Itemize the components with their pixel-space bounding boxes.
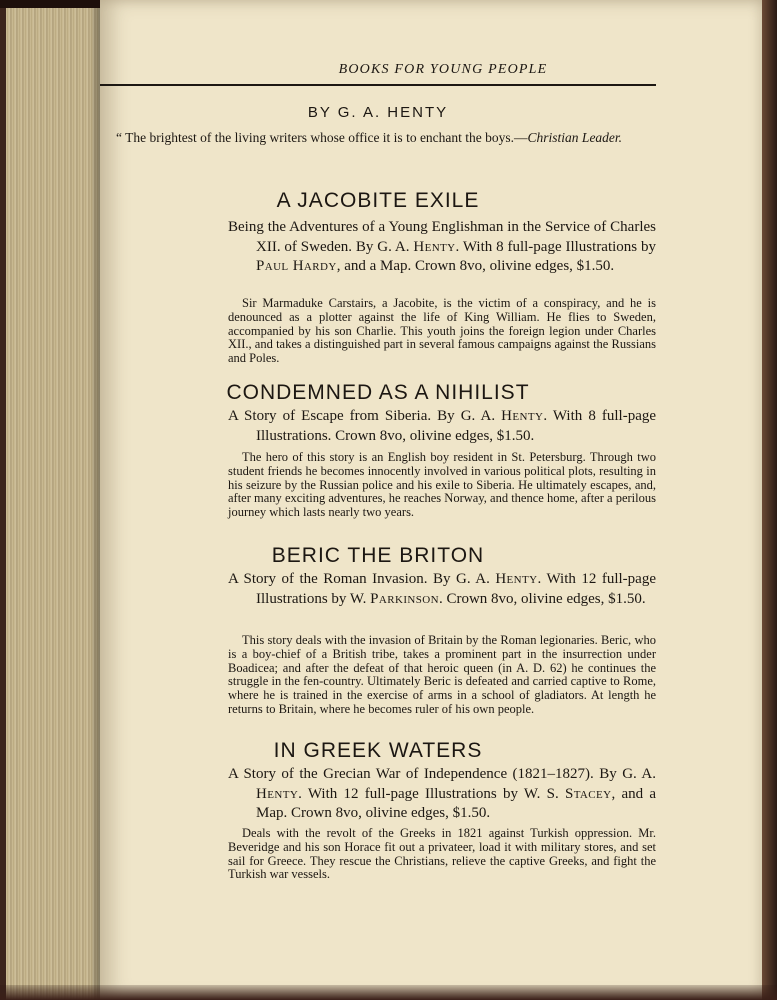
illustrator-name: Paul Hardy [256,258,337,274]
book-title: IN GREEK WATERS [273,739,483,762]
book-title: BERIC THE BRITON [271,544,485,567]
desc-text: . With 12 full-page Illustrations by W. [256,571,656,607]
desc-text: Being the Adventures of a Young Englishman in the Service of Charles XII. of Sweden. By G. A. [228,219,656,255]
desc-text: , and a Map. Crown 8vo, olivine edges, $1.50. [256,785,656,821]
desc-text: A Story of the Grecian War of Independence (1821–1827). By G. A. [228,766,656,782]
desc-text: . With 12 full-page Illustrations by W. S. [298,785,565,802]
header-rule [100,84,656,86]
book-blurb: Deals with the revolt of the Greeks in 1821 against Turkish oppression. Mr. Beveridge and his son Horace fit out a privateer, load it with military stores, and set sail for Greece. They rescue the Christians, relieve the captive Greeks, and fight the Turkish war vessels. [228,826,656,882]
book-description [228,218,656,277]
bottom-edge [0,985,777,1000]
epigraph-text: “ The brightest of the living writers whose office it is to enchant the boys.— [116,130,528,145]
author-name: Henty [413,238,456,255]
book-blurb: The hero of this story is an English boy resident in St. Petersburg. Through two student friends he becomes innocently involved in various political plots, resulting in his seizure by the Russian police and his exile to Siberia. He ultimately escapes, and, after many exciting adventures, he reaches Norway, and thence home, after a perilous journey which lasts nearly two years. [228,450,656,520]
book-description [228,765,656,824]
book-description [228,570,656,609]
page-edges [0,8,100,1000]
illustrator-name: Parkinson [370,590,439,607]
running-head: BOOKS FOR YOUNG PEOPLE [338,62,548,77]
epigraph-source: Christian Leader. [527,130,623,145]
book-title: CONDEMNED AS A NIHILIST [226,381,530,404]
author-name: Henty [256,785,299,802]
desc-text: . With 8 full-page Illustrations by [455,238,657,255]
desc-text: A Story of Escape from Siberia. By G. A. [228,408,502,424]
illustrator-name: Stacey [564,785,612,802]
book-title: A JACOBITE EXILE [276,189,480,212]
desc-text: A Story of the Roman Invasion. By G. A. [228,571,496,587]
desc-text: , and a Map. Crown 8vo, olivine edges, $1.50. [336,258,615,274]
author-name: Henty [501,408,544,424]
cover-edge [762,0,777,1000]
book-blurb: This story deals with the invasion of Britain by the Roman legionaries. Beric, who is a boy-chief of a British tribe, takes a prominent part in the insurrection under Boadicea; and after the defeat of that heroic queen (in A. D. 62) he continues the struggle in the fen-country. Ultimately Beric is defeated and carried captive to Rome, where he is trained in the exercise of arms in a school of gladiators. At length he returns to Britain, where he becomes ruler of his own people. [228,633,656,716]
book-description [228,407,656,446]
byline: BY G. A. HENTY [307,104,449,121]
epigraph [100,130,656,146]
book-blurb: Sir Marmaduke Carstairs, a Jacobite, is the victim of a conspiracy, and he is denounced as a plotter against the life of King William. He flies to Sweden, accompanied by his son Charlie. This youth joins the foreign legion under Charles XII., and takes a distinguished part in several famous campaigns against the Russians and Poles. [228,296,656,366]
desc-text: . With 8 full-page Illustrations. Crown 8vo, olivine edges, $1.50. [256,408,657,444]
desc-text: . Crown 8vo, olivine edges, $1.50. [438,590,646,607]
author-name: Henty [495,571,538,587]
